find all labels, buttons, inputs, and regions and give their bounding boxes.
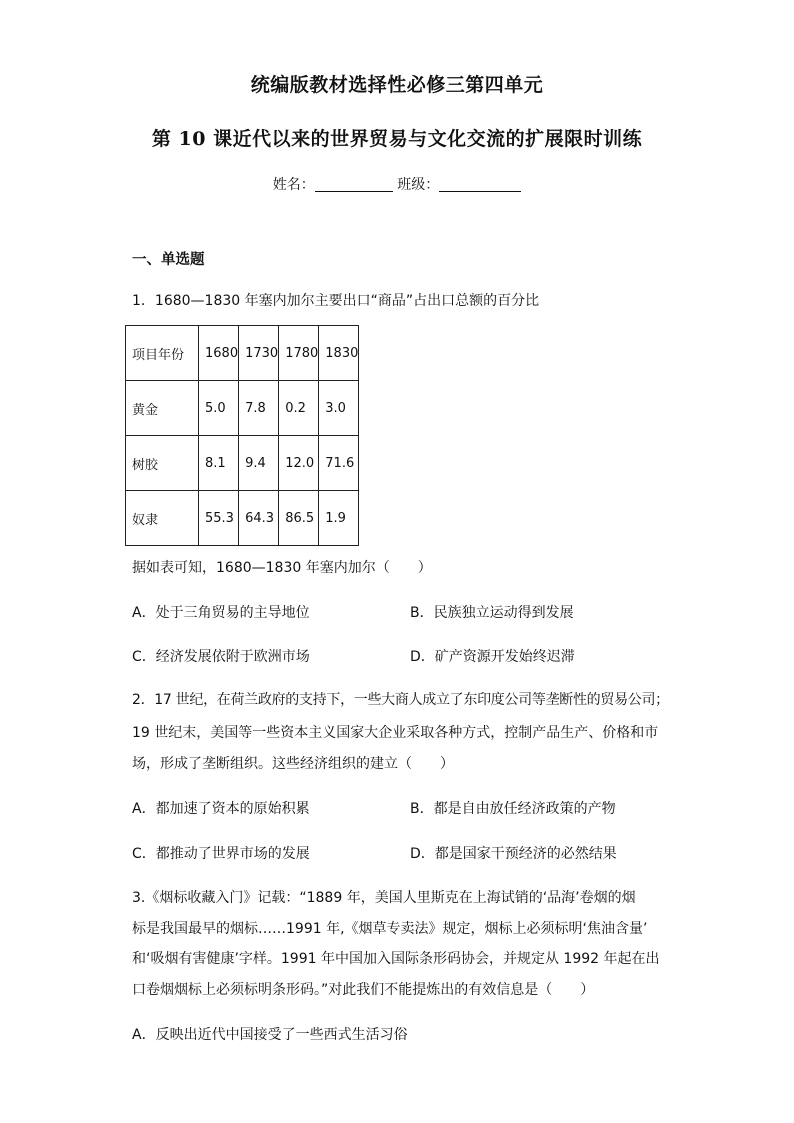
student-info-line (0, 174, 794, 194)
table-cell: 树胶 (126, 436, 199, 491)
table-cell: 86.5 (279, 491, 319, 546)
table-row (126, 436, 359, 491)
table-cell: 1730 (239, 326, 279, 381)
q1-option-c[interactable]: C．经济发展依附于欧洲市场 (132, 649, 310, 665)
q1-option-a[interactable]: A．处于三角贸易的主导地位 (132, 605, 310, 621)
q2-stem-line2: 19 世纪末，美国等一些资本主义国家大企业采取各种方式，控制产品生产、价格和市 (132, 725, 659, 741)
table-row (126, 381, 359, 436)
q2-option-b[interactable]: B．都是自由放任经济政策的产物 (410, 801, 616, 817)
q1-option-d[interactable]: D．矿产资源开发始终迟滞 (410, 649, 575, 665)
q1-data-table (125, 325, 359, 546)
table-cell: 1680 (199, 326, 239, 381)
table-cell: 1780 (279, 326, 319, 381)
table-cell: 71.6 (319, 436, 359, 491)
lesson-title: 第 10 课近代以来的世界贸易与文化交流的扩展限时训练 (151, 128, 643, 150)
table-cell: 9.4 (239, 436, 279, 491)
q3-stem-line1: 3.《烟标收藏入门》记载：“1889 年，美国人里斯克在上海试销的‘品海’卷烟的烟 (132, 890, 636, 906)
q3-stem-line3: 和‘吸烟有害健康’字样。1991 年中国加入国际条形码协会，并规定从 1992 年起在出 (132, 951, 660, 967)
table-cell: 项目年份 (126, 326, 199, 381)
table-cell: 黄金 (126, 381, 199, 436)
q2-stem-line3: 场，形成了垄断组织。这些经济组织的建立（ ） (132, 756, 454, 772)
q3-stem-line2: 标是我国最早的烟标……1991 年,《烟草专卖法》规定，烟标上必须标明‘焦油含量’ (132, 921, 648, 937)
section-title: 一、单选题 (132, 252, 205, 268)
name-blank[interactable] (315, 177, 393, 192)
table-row (126, 491, 359, 546)
q3-stem-line4: 口卷烟烟标上必须标明条形码。”对此我们不能提炼出的有效信息是（ ） (132, 982, 595, 998)
q1-stem: 1．1680—1830 年塞内加尔主要出口“商品”占出口总额的百分比 (132, 293, 540, 309)
table-cell: 64.3 (239, 491, 279, 546)
table-cell: 7.8 (239, 381, 279, 436)
q3-option-a[interactable]: A．反映出近代中国接受了一些西式生活习俗 (132, 1027, 408, 1043)
table-cell: 0.2 (279, 381, 319, 436)
class-label: 班级： (397, 177, 440, 193)
table-cell: 12.0 (279, 436, 319, 491)
table-cell: 1.9 (319, 491, 359, 546)
table-header-row (126, 326, 359, 381)
document-title: 统编版教材选择性必修三第四单元 (250, 74, 544, 96)
table-cell: 奴隶 (126, 491, 199, 546)
q2-stem-line1: 2．17 世纪，在荷兰政府的支持下，一些大商人成立了东印度公司等垄断性的贸易公司； (132, 692, 669, 708)
table-cell: 1830 (319, 326, 359, 381)
q2-option-c[interactable]: C．都推动了世界市场的发展 (132, 846, 310, 862)
q2-option-a[interactable]: A．都加速了资本的原始积累 (132, 801, 310, 817)
class-blank[interactable] (439, 177, 521, 192)
table-cell: 55.3 (199, 491, 239, 546)
table-cell: 5.0 (199, 381, 239, 436)
q1-question: 据如表可知，1680—1830 年塞内加尔（ ） (132, 560, 432, 576)
q1-option-b[interactable]: B．民族独立运动得到发展 (410, 605, 574, 621)
q2-option-d[interactable]: D．都是国家干预经济的必然结果 (410, 846, 617, 862)
table-cell: 8.1 (199, 436, 239, 491)
table-cell: 3.0 (319, 381, 359, 436)
name-label: 姓名： (272, 177, 315, 193)
